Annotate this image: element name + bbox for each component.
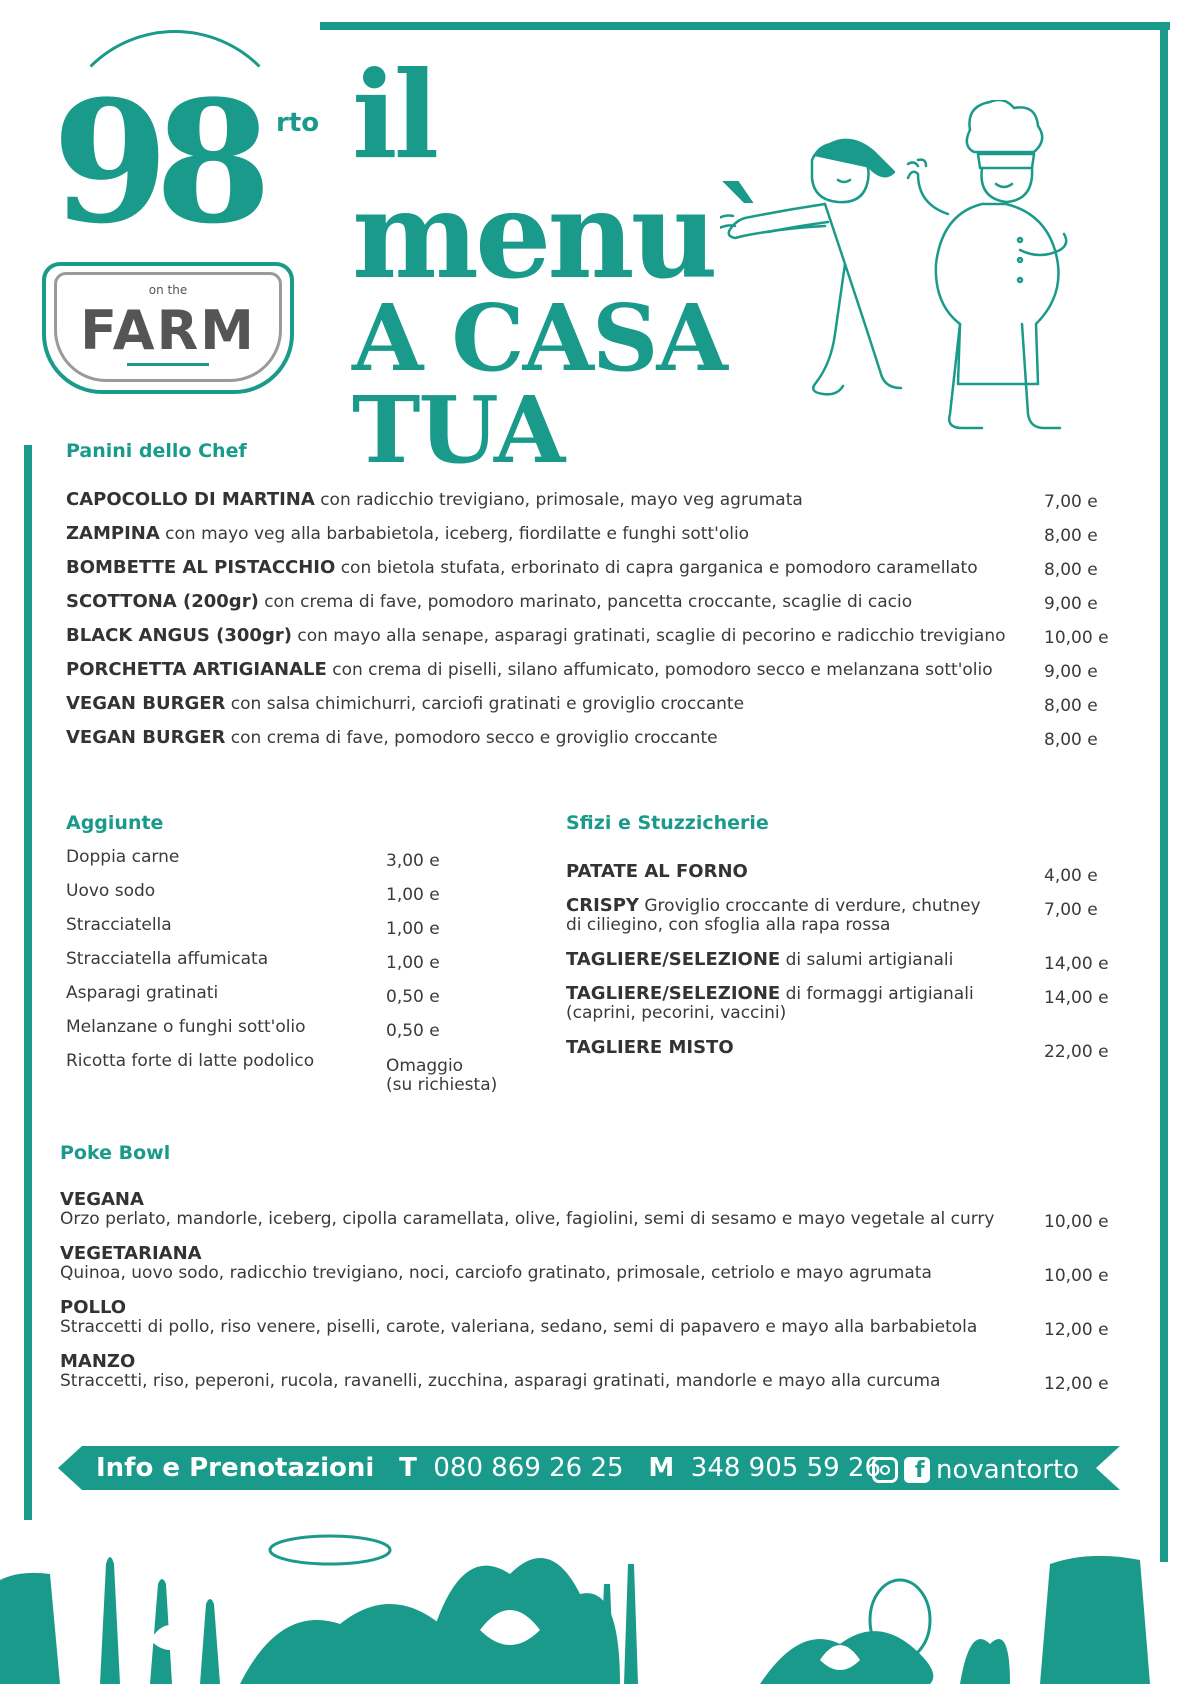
section-title-panini: Panini dello Chef xyxy=(66,440,247,462)
list-item: VEGAN BURGER con crema di fave, pomodoro secco e groviglio croccante xyxy=(66,727,718,748)
facebook-icon[interactable] xyxy=(904,1457,930,1483)
title-line-2: A CASA xyxy=(352,284,726,392)
instagram-icon[interactable] xyxy=(872,1457,898,1483)
item-price: 8,00 e xyxy=(1044,526,1098,546)
item-price: 1,00 e xyxy=(386,953,440,973)
chefs-illustration xyxy=(720,100,1140,450)
section-title-aggiunte: Aggiunte xyxy=(66,812,164,834)
list-item: POLLO Straccetti di pollo, riso venere, piselli, carote, valeriana, sedano, semi di papavero e mayo alla barbabietola xyxy=(60,1297,978,1338)
list-item: CRISPY Groviglio croccante di verdure, chutney di ciliegino, con sfoglia alla rapa rossa xyxy=(566,895,981,936)
item-price: 7,00 e xyxy=(1044,492,1098,512)
list-item: Ricotta forte di latte podolico xyxy=(66,1051,315,1071)
item-price-note: (su richiesta) xyxy=(386,1075,498,1095)
mobile-number[interactable]: 348 905 59 26 xyxy=(690,1453,881,1483)
list-item: Doppia carne xyxy=(66,847,180,867)
social-handle[interactable]: novantorto xyxy=(936,1455,1080,1485)
item-price: 12,00 e xyxy=(1044,1320,1109,1340)
logo-on-the: on the xyxy=(148,283,188,297)
list-item: PORCHETTA ARTIGIANALE con crema di piselli, silano affumicato, pomodoro secco e melanzana sott'olio xyxy=(66,659,993,680)
item-price: 0,50 e xyxy=(386,987,440,1007)
item-price: 14,00 e xyxy=(1044,988,1109,1008)
item-price: 1,00 e xyxy=(386,919,440,939)
item-price: 9,00 e xyxy=(1044,662,1098,682)
list-item: Uovo sodo xyxy=(66,881,156,901)
item-price: 8,00 e xyxy=(1044,696,1098,716)
logo-orto: rto xyxy=(276,108,320,138)
phone-label: T xyxy=(399,1453,417,1483)
logo-number: 98 xyxy=(52,63,258,261)
contact-info xyxy=(96,1450,881,1486)
item-price: 1,00 e xyxy=(386,885,440,905)
logo-farm: FARM xyxy=(80,299,256,362)
frame-left-line xyxy=(24,445,32,1520)
section-title-poke: Poke Bowl xyxy=(60,1142,171,1164)
list-item: CAPOCOLLO DI MARTINA con radicchio trevigiano, primosale, mayo veg agrumata xyxy=(66,489,803,510)
item-price: 8,00 e xyxy=(1044,730,1098,750)
item-price: 10,00 e xyxy=(1044,1266,1109,1286)
list-item: MANZO Straccetti, riso, peperoni, rucola, ravanelli, zucchina, asparagi gratinati, mandorle e mayo alla curcuma xyxy=(60,1351,941,1392)
item-price: Omaggio xyxy=(386,1056,464,1076)
social-links xyxy=(872,1452,1079,1488)
list-item: BLACK ANGUS (300gr) con mayo alla senape, asparagi gratinati, scaglie di pecorino e radicchio trevigiano xyxy=(66,625,1006,646)
item-price: 8,00 e xyxy=(1044,560,1098,580)
item-price: 22,00 e xyxy=(1044,1042,1109,1062)
menu-title xyxy=(352,45,772,484)
brand-logo xyxy=(38,30,328,390)
list-item: PATATE AL FORNO xyxy=(566,861,748,882)
item-price: 0,50 e xyxy=(386,1021,440,1041)
item-price: 10,00 e xyxy=(1044,1212,1109,1232)
item-price: 4,00 e xyxy=(1044,866,1098,886)
list-item: VEGETARIANA Quinoa, uovo sodo, radicchio trevigiano, noci, carciofo gratinato, primosale, cetriolo e mayo agrumata xyxy=(60,1243,932,1284)
frame-right-line xyxy=(1160,22,1168,1562)
list-item: TAGLIERE MISTO xyxy=(566,1037,734,1058)
list-item: ZAMPINA con mayo veg alla barbabietola, iceberg, fiordilatte e funghi sott'olio xyxy=(66,523,750,544)
item-price: 14,00 e xyxy=(1044,954,1109,974)
item-price: 10,00 e xyxy=(1044,628,1109,648)
list-item: BOMBETTE AL PISTACCHIO con bietola stufata, erborinato di capra garganica e pomodoro caramellato xyxy=(66,557,978,578)
title-line-3: TUA xyxy=(352,376,564,484)
mobile-label: M xyxy=(648,1453,675,1483)
list-item: SCOTTONA (200gr) con crema di fave, pomodoro marinato, pancetta croccante, scaglie di cacio xyxy=(66,591,913,612)
frame-top-line xyxy=(320,22,1170,30)
list-item: Stracciatella xyxy=(66,915,172,935)
list-item: TAGLIERE/SELEZIONE di formaggi artigianali (caprini, pecorini, vaccini) xyxy=(566,983,974,1024)
item-price: 7,00 e xyxy=(1044,900,1098,920)
item-price: 9,00 e xyxy=(1044,594,1098,614)
list-item: VEGAN BURGER con salsa chimichurri, carciofi gratinati e groviglio croccante xyxy=(66,693,745,714)
info-label: Info e Prenotazioni xyxy=(96,1453,375,1483)
list-item: TAGLIERE/SELEZIONE di salumi artigianali xyxy=(566,949,954,970)
title-line-1: il menu` xyxy=(352,45,770,306)
phone-number[interactable]: 080 869 26 25 xyxy=(433,1453,624,1483)
list-item: Stracciatella affumicata xyxy=(66,949,269,969)
vegetables-illustration xyxy=(0,1520,1191,1684)
item-price: 12,00 e xyxy=(1044,1374,1109,1394)
list-item: Melanzane o funghi sott'olio xyxy=(66,1017,306,1037)
list-item: VEGANA Orzo perlato, mandorle, iceberg, cipolla caramellata, olive, fagiolini, semi di sesamo e mayo vegetale al curry xyxy=(60,1189,995,1230)
list-item: Asparagi gratinati xyxy=(66,983,219,1003)
section-title-sfizi: Sfizi e Stuzzicherie xyxy=(566,812,769,834)
logo-badge xyxy=(42,262,294,394)
item-price: 3,00 e xyxy=(386,851,440,871)
